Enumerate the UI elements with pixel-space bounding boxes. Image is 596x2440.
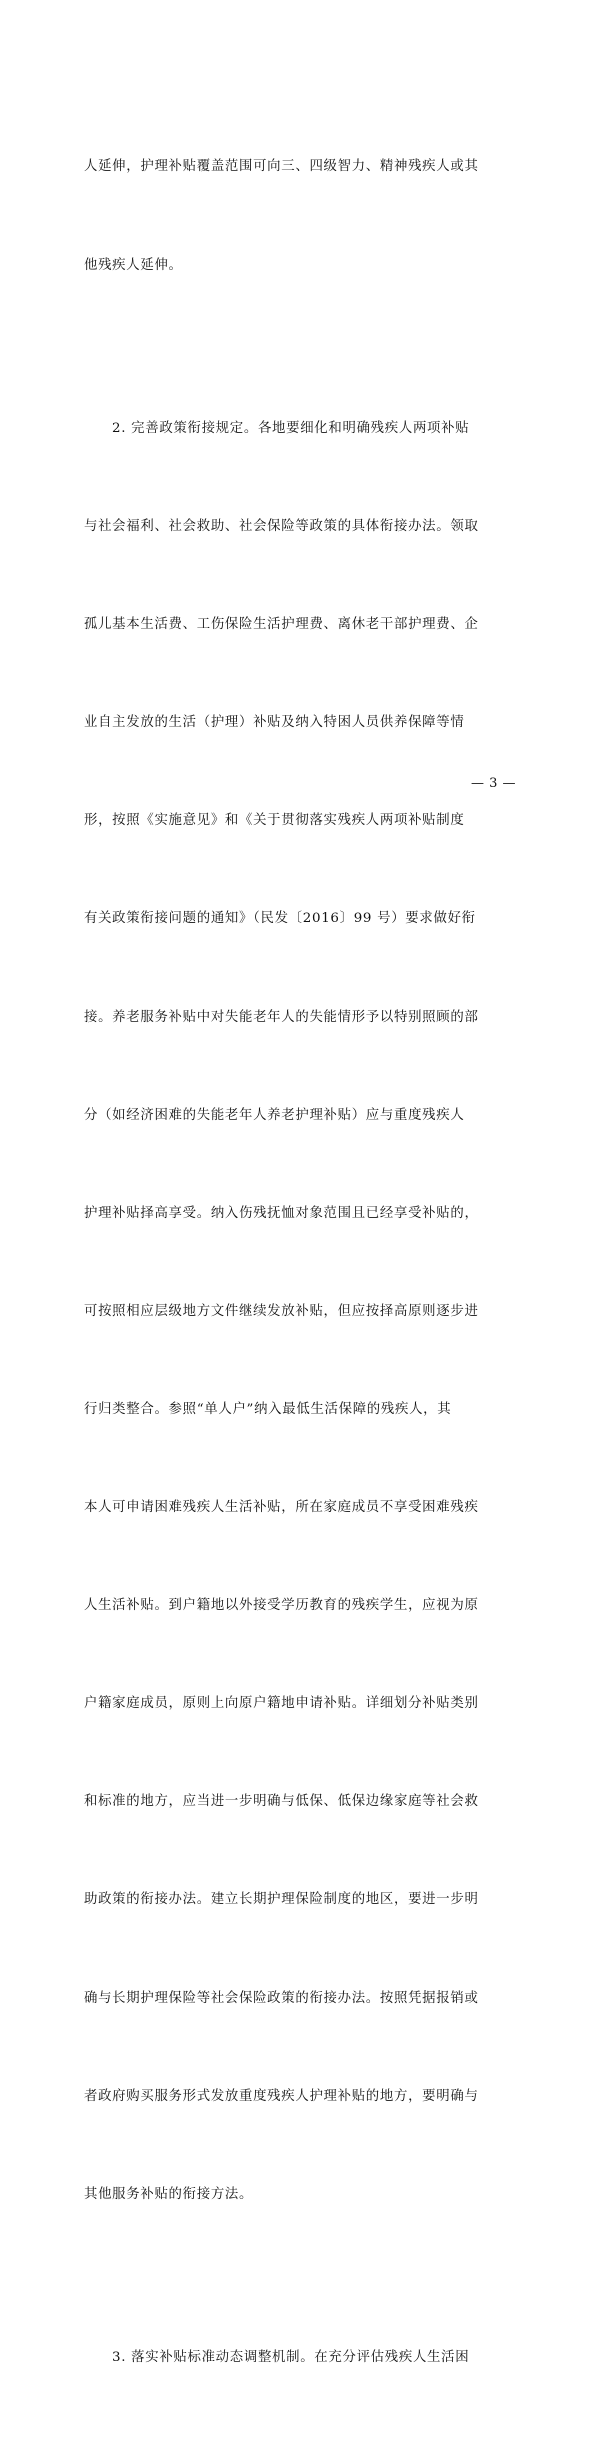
text-line: 和标准的地方，应当进一步明确与低保、低保边缘家庭等社会救 (84, 1794, 479, 1810)
text-line: 可按照相应层级地方文件继续发放补贴，但应按择高原则逐步进 (84, 1303, 479, 1319)
paragraph-3 (84, 2277, 514, 2440)
text-line: 助政策的衔接办法。建立长期护理保险制度的地区，要进一步明 (84, 1892, 479, 1908)
text-line: 形，按照《实施意见》和《关于贯彻落实残疾人两项补贴制度 (84, 813, 465, 829)
text-line: 户籍家庭成员，原则上向原户籍地申请补贴。详细划分补贴类别 (84, 1696, 479, 1712)
text-line: 有关政策衔接问题的通知》（民发〔2016〕99 号）要求做好衔 (84, 911, 476, 927)
text-line: 他残疾人延伸。 (84, 257, 183, 273)
text-line: 护理补贴择高享受。纳入伤残抚恤对象范围且已经享受补贴的， (84, 1205, 479, 1221)
text-line: 孤儿基本生活费、工伤保险生活护理费、离休老干部护理费、企 (84, 617, 479, 633)
text-line: 确与长期护理保险等社会保险政策的衔接办法。按照凭据报销或 (84, 1990, 479, 2006)
text-line: 本人可申请困难残疾人生活补贴，所在家庭成员不享受困难残疾 (84, 1500, 479, 1516)
text-line: 行归类整合。参照“单人户”纳入最低生活保障的残疾人，其 (84, 1401, 452, 1417)
text-line: 人延伸，护理补贴覆盖范围可向三、四级智力、精神残疾人或其 (84, 159, 479, 175)
text-line: 其他服务补贴的衔接方法。 (84, 2186, 254, 2202)
text-line: 3. 落实补贴标准动态调整机制。在充分评估残疾人生活困 (112, 2350, 470, 2366)
text-line: 接。养老服务补贴中对失能老年人的失能情形予以特别照顾的部 (84, 1009, 479, 1025)
paragraph-1 (84, 86, 514, 348)
text-line: 分（如经济困难的失能老年人养老护理补贴）应与重度残疾人 (84, 1107, 465, 1123)
text-line: 业自主发放的生活（护理）补贴及纳入特困人员供养保障等情 (84, 715, 465, 731)
text-line: 人生活补贴。到户籍地以外接受学历教育的残疾学生，应视为原 (84, 1598, 479, 1614)
text-line: 与社会福利、社会救助、社会保险等政策的具体衔接办法。领取 (84, 519, 479, 535)
paragraph-2 (84, 348, 514, 2277)
text-line: 者政府购买服务形式发放重度残疾人护理补贴的地方，要明确与 (84, 2088, 479, 2104)
text-line: 2. 完善政策衔接规定。各地要细化和明确残疾人两项补贴 (112, 421, 470, 436)
document-body (84, 86, 514, 2440)
page-number: — 3 — (470, 776, 516, 791)
